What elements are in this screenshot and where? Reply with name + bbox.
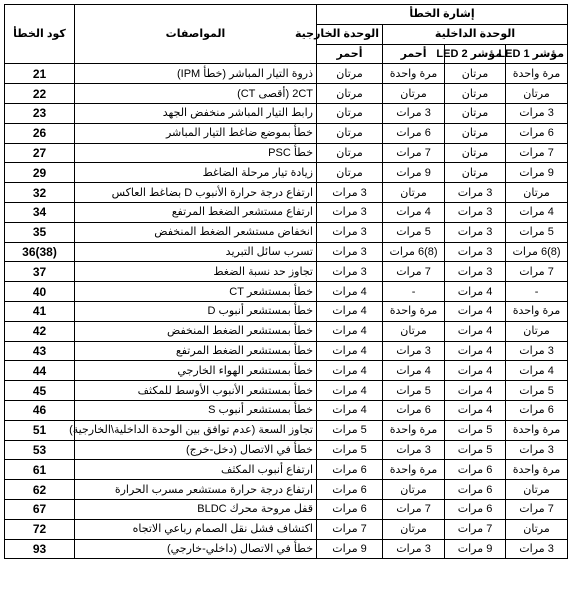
table-row	[5, 123, 568, 143]
outdoor-red-cell: 4 مرات	[317, 361, 383, 381]
led1-cell: 4 مرات	[506, 361, 568, 381]
indoor-red-cell: 4 مرات	[383, 202, 445, 222]
table-row	[5, 282, 568, 302]
led2-cell: 3 مرات	[445, 222, 506, 242]
specification-cell: خطأ في الاتصال (داخلي-خارجي)	[75, 539, 317, 559]
error-code-cell: 45	[5, 381, 75, 401]
led2-cell: مرتان	[445, 163, 506, 183]
table-row	[5, 64, 568, 84]
indoor-unit-header: الوحدة الداخلية	[383, 24, 568, 44]
error-code-cell: 22	[5, 84, 75, 104]
error-code-cell: 35	[5, 222, 75, 242]
led2-header: مؤشر LED 2	[445, 44, 506, 64]
indoor-red-cell: (8)6 مرات	[383, 242, 445, 262]
led1-cell: مرة واحدة	[506, 460, 568, 480]
error-code-cell: 46	[5, 400, 75, 420]
error-code-cell: 29	[5, 163, 75, 183]
error-code-cell: 41	[5, 301, 75, 321]
error-code-cell: 26	[5, 123, 75, 143]
led2-cell: 4 مرات	[445, 361, 506, 381]
table-row	[5, 480, 568, 500]
outdoor-red-cell: 5 مرات	[317, 440, 383, 460]
error-code-cell: 93	[5, 539, 75, 559]
outdoor-red-cell: 5 مرات	[317, 420, 383, 440]
table-row	[5, 242, 568, 262]
led1-cell: مرتان	[506, 183, 568, 203]
specification-cell: خطأ بمستشعر أنبوب S	[75, 400, 317, 420]
error-signal-header: إشارة الخطأ	[317, 5, 568, 25]
indoor-red-cell: مرة واحدة	[383, 64, 445, 84]
led1-cell: 4 مرات	[506, 202, 568, 222]
specification-cell: اكتشاف فشل نقل الصمام رباعي الاتجاه	[75, 519, 317, 539]
outdoor-red-cell: 3 مرات	[317, 202, 383, 222]
specification-cell: خطأ بمستشعر الضغط المنخفض	[75, 321, 317, 341]
outdoor-red-cell: مرتان	[317, 143, 383, 163]
specification-cell: زيادة تيار مرحلة الضاغط	[75, 163, 317, 183]
led1-cell: 6 مرات	[506, 400, 568, 420]
indoor-red-cell: مرتان	[383, 480, 445, 500]
led2-cell: 4 مرات	[445, 341, 506, 361]
led1-cell: مرتان	[506, 519, 568, 539]
led1-cell: 3 مرات	[506, 103, 568, 123]
led2-cell: 5 مرات	[445, 420, 506, 440]
outdoor-red-cell: 4 مرات	[317, 301, 383, 321]
led2-cell: مرتان	[445, 84, 506, 104]
specification-cell: تجاوز حد نسبة الضغط	[75, 262, 317, 282]
table-row	[5, 262, 568, 282]
specification-cell: خطأ بمستشعر الضغط المرتفع	[75, 341, 317, 361]
indoor-red-cell: 4 مرات	[383, 361, 445, 381]
table-row	[5, 400, 568, 420]
led2-cell: 4 مرات	[445, 381, 506, 401]
outdoor-unit-header: الوحدة الخارجية	[317, 24, 383, 44]
led1-cell: 3 مرات	[506, 440, 568, 460]
specification-cell: ذروة التيار المباشر (خطأ IPM)	[75, 64, 317, 84]
table-row	[5, 440, 568, 460]
error-code-header: كود الخطأ	[5, 5, 75, 64]
indoor-red-cell: 3 مرات	[383, 103, 445, 123]
indoor-red-cell: 5 مرات	[383, 222, 445, 242]
specification-cell: خطأ بموضع ضاغط التيار المباشر	[75, 123, 317, 143]
led2-cell: 4 مرات	[445, 400, 506, 420]
indoor-red-cell: 5 مرات	[383, 381, 445, 401]
led2-cell: مرتان	[445, 143, 506, 163]
led2-cell: 3 مرات	[445, 262, 506, 282]
led1-cell: 5 مرات	[506, 381, 568, 401]
table-row	[5, 381, 568, 401]
error-code-cell: 53	[5, 440, 75, 460]
error-codes-body	[5, 64, 568, 559]
error-code-cell: 27	[5, 143, 75, 163]
specification-cell: خطأ بمستشعر الأنبوب الأوسط للمكثف	[75, 381, 317, 401]
error-code-cell: 51	[5, 420, 75, 440]
specification-cell: ارتفاع درجة حرارة مستشعر مسرب الحرارة	[75, 480, 317, 500]
error-code-cell: 21	[5, 64, 75, 84]
outdoor-red-header: أحمر	[317, 44, 383, 64]
table-row	[5, 420, 568, 440]
outdoor-red-cell: مرتان	[317, 163, 383, 183]
led2-cell: 7 مرات	[445, 519, 506, 539]
table-row	[5, 321, 568, 341]
outdoor-red-cell: 4 مرات	[317, 381, 383, 401]
indoor-red-cell: مرة واحدة	[383, 301, 445, 321]
outdoor-red-cell: 6 مرات	[317, 480, 383, 500]
table-row	[5, 341, 568, 361]
table-row	[5, 519, 568, 539]
error-code-cell: 37	[5, 262, 75, 282]
specification-cell: 2CT (أقصى CT)	[75, 84, 317, 104]
led1-cell: 7 مرات	[506, 499, 568, 519]
error-code-cell: 23	[5, 103, 75, 123]
indoor-red-cell: 7 مرات	[383, 143, 445, 163]
error-code-cell: 36(38)	[5, 242, 75, 262]
led2-cell: 6 مرات	[445, 480, 506, 500]
led1-cell: مرتان	[506, 480, 568, 500]
table-row	[5, 143, 568, 163]
led1-cell: 6 مرات	[506, 123, 568, 143]
indoor-red-header: أحمر	[383, 44, 445, 64]
table-row	[5, 460, 568, 480]
table-row	[5, 202, 568, 222]
error-code-cell: 43	[5, 341, 75, 361]
led2-cell: 4 مرات	[445, 301, 506, 321]
error-code-cell: 44	[5, 361, 75, 381]
led2-cell: 6 مرات	[445, 460, 506, 480]
specification-cell: خطأ بمستشعر أنبوب D	[75, 301, 317, 321]
specification-cell: خطأ بمستشعر CT	[75, 282, 317, 302]
specification-cell: خطأ PSC	[75, 143, 317, 163]
specification-cell: خطأ بمستشعر الهواء الخارجي	[75, 361, 317, 381]
table-row	[5, 301, 568, 321]
specification-cell: ارتفاع مستشعر الضغط المرتفع	[75, 202, 317, 222]
indoor-red-cell: مرتان	[383, 183, 445, 203]
error-code-cell: 72	[5, 519, 75, 539]
outdoor-red-cell: 7 مرات	[317, 519, 383, 539]
indoor-red-cell: 9 مرات	[383, 163, 445, 183]
led1-cell: مرة واحدة	[506, 420, 568, 440]
specification-cell: ارتفاع درجة حرارة الأنبوب D بضاغط العاكس	[75, 183, 317, 203]
indoor-red-cell: 7 مرات	[383, 262, 445, 282]
outdoor-red-cell: 9 مرات	[317, 539, 383, 559]
outdoor-red-cell: 3 مرات	[317, 222, 383, 242]
led2-cell: 5 مرات	[445, 440, 506, 460]
led1-cell: مرة واحدة	[506, 301, 568, 321]
indoor-red-cell: 6 مرات	[383, 123, 445, 143]
specification-cell: ارتفاع أنبوب المكثف	[75, 460, 317, 480]
led1-cell: 7 مرات	[506, 262, 568, 282]
table-row	[5, 163, 568, 183]
led1-cell: 9 مرات	[506, 163, 568, 183]
outdoor-red-cell: مرتان	[317, 123, 383, 143]
indoor-red-cell: -	[383, 282, 445, 302]
led1-cell: 7 مرات	[506, 143, 568, 163]
outdoor-red-cell: 4 مرات	[317, 400, 383, 420]
indoor-red-cell: 3 مرات	[383, 341, 445, 361]
led1-header: مؤشر LED 1	[506, 44, 568, 64]
indoor-red-cell: مرة واحدة	[383, 420, 445, 440]
outdoor-red-cell: 3 مرات	[317, 262, 383, 282]
led2-cell: مرتان	[445, 64, 506, 84]
error-code-cell: 34	[5, 202, 75, 222]
outdoor-red-cell: مرتان	[317, 84, 383, 104]
led2-cell: 6 مرات	[445, 499, 506, 519]
indoor-red-cell: 3 مرات	[383, 440, 445, 460]
led1-cell: مرة واحدة	[506, 64, 568, 84]
outdoor-red-cell: مرتان	[317, 103, 383, 123]
led1-cell: 5 مرات	[506, 222, 568, 242]
outdoor-red-cell: 4 مرات	[317, 341, 383, 361]
error-code-cell: 61	[5, 460, 75, 480]
indoor-red-cell: مرة واحدة	[383, 460, 445, 480]
specification-cell: رابط التيار المباشر منخفض الجهد	[75, 103, 317, 123]
error-code-cell: 42	[5, 321, 75, 341]
led2-cell: 9 مرات	[445, 539, 506, 559]
specifications-header: المواصفات	[75, 5, 317, 64]
led1-cell: 3 مرات	[506, 341, 568, 361]
error-codes-table	[4, 4, 568, 559]
led2-cell: مرتان	[445, 123, 506, 143]
table-row	[5, 183, 568, 203]
outdoor-red-cell: 3 مرات	[317, 242, 383, 262]
indoor-red-cell: 3 مرات	[383, 539, 445, 559]
indoor-red-cell: مرتان	[383, 519, 445, 539]
specification-cell: خطأ في الاتصال (دخل-خرج)	[75, 440, 317, 460]
led1-cell: -	[506, 282, 568, 302]
error-code-cell: 32	[5, 183, 75, 203]
led2-cell: 4 مرات	[445, 282, 506, 302]
indoor-red-cell: مرتان	[383, 84, 445, 104]
error-code-cell: 40	[5, 282, 75, 302]
specification-cell: تسرب سائل التبريد	[75, 242, 317, 262]
outdoor-red-cell: 6 مرات	[317, 499, 383, 519]
table-row	[5, 539, 568, 559]
led1-cell: مرتان	[506, 84, 568, 104]
led2-cell: 3 مرات	[445, 202, 506, 222]
table-row	[5, 84, 568, 104]
outdoor-red-cell: مرتان	[317, 64, 383, 84]
outdoor-red-cell: 4 مرات	[317, 282, 383, 302]
error-code-cell: 67	[5, 499, 75, 519]
led1-cell: 3 مرات	[506, 539, 568, 559]
led2-cell: 4 مرات	[445, 321, 506, 341]
specification-cell: تجاوز السعة (عدم توافق بين الوحدة الداخلية\الخارجية)	[75, 420, 317, 440]
specification-cell: انخفاض مستشعر الضغط المنخفض	[75, 222, 317, 242]
indoor-red-cell: 7 مرات	[383, 499, 445, 519]
outdoor-red-cell: 4 مرات	[317, 321, 383, 341]
indoor-red-cell: مرتان	[383, 321, 445, 341]
table-row	[5, 103, 568, 123]
led2-cell: مرتان	[445, 103, 506, 123]
indoor-red-cell: 6 مرات	[383, 400, 445, 420]
specification-cell: قفل مروحة محرك BLDC	[75, 499, 317, 519]
outdoor-red-cell: 3 مرات	[317, 183, 383, 203]
table-row	[5, 361, 568, 381]
led2-cell: 3 مرات	[445, 183, 506, 203]
table-row	[5, 499, 568, 519]
error-code-cell: 62	[5, 480, 75, 500]
table-row	[5, 222, 568, 242]
led1-cell: (8)6 مرات	[506, 242, 568, 262]
led2-cell: 3 مرات	[445, 242, 506, 262]
outdoor-red-cell: 6 مرات	[317, 460, 383, 480]
led1-cell: مرتان	[506, 321, 568, 341]
